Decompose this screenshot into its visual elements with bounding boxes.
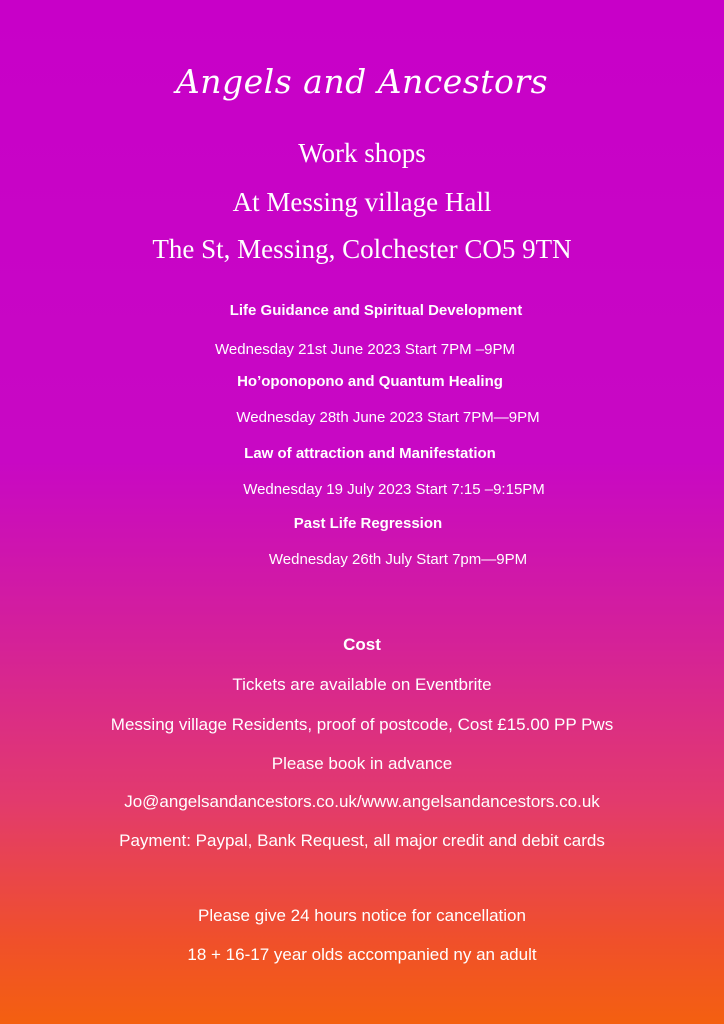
flyer-title: Angels and Ancestors (175, 62, 549, 101)
subtitle-address: The St, Messing, Colchester CO5 9TN (152, 234, 572, 264)
payment-methods: Payment: Paypal, Bank Request, all major credit and debit cards (119, 831, 605, 850)
workshop-date: Wednesday 28th June 2023 Start 7PM—9PM (236, 409, 540, 426)
workshop-date: Wednesday 19 July 2023 Start 7:15 –9:15PM (243, 481, 545, 498)
cancellation-note: Please give 24 hours notice for cancellation (198, 906, 526, 925)
workshop-date: Wednesday 21st June 2023 Start 7PM –9PM (215, 341, 515, 358)
subtitle-venue: At Messing village Hall (232, 187, 492, 217)
workshop-date: Wednesday 26th July Start 7pm—9PM (268, 551, 528, 568)
subtitle-workshops: Work shops (298, 138, 426, 168)
workshop-title: Law of attraction and Manifestation (244, 445, 496, 462)
residents-cost: Messing village Residents, proof of postcode, Cost £15.00 PP Pws (110, 715, 614, 734)
workshop-title: Life Guidance and Spiritual Development (229, 302, 523, 319)
workshop-title: Past Life Regression (293, 515, 443, 532)
contact-link[interactable]: Jo@angelsandancestors.co.uk/www.angelsandancestors.co.uk (124, 792, 600, 811)
age-note: 18 + 16-17 year olds accompanied ny an adult (187, 945, 537, 964)
workshop-title: Ho’oponopono and Quantum Healing (237, 373, 503, 390)
booking-note: Please book in advance (271, 754, 453, 773)
tickets-info: Tickets are available on Eventbrite (232, 675, 492, 694)
cost-heading: Cost (343, 635, 381, 654)
